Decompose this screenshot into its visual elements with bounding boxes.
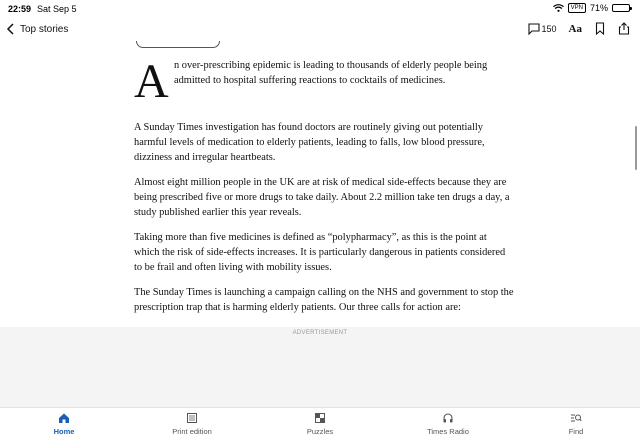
- newspaper-icon: [186, 412, 198, 424]
- tab-label: Times Radio: [427, 427, 469, 436]
- status-time: 22:59: [8, 4, 32, 14]
- wifi-icon: [553, 4, 564, 12]
- search-icon: [570, 412, 582, 424]
- chevron-left-icon: [6, 23, 16, 35]
- headphones-icon: [442, 412, 454, 424]
- battery-percent: 71%: [589, 3, 608, 13]
- back-label: Top stories: [20, 23, 69, 35]
- tab-label: Puzzles: [306, 427, 334, 436]
- tab-label: Print edition: [172, 427, 212, 436]
- embedded-media-bottom-edge: [136, 41, 220, 48]
- vpn-badge: VPN: [568, 3, 586, 13]
- article-paragraph: A Sunday Times investigation has found doctors are routinely giving out potentially harmful levels of medication to elderly patients, leading to falls, low blood pressure, dizziness and irregular heartbeats.: [134, 122, 485, 163]
- lead-text: n over-prescribing epidemic is leading to thousands of elderly people being admitted to hospital suffering reactions to cocktails of medicines.: [174, 60, 488, 86]
- bookmark-icon[interactable]: [594, 22, 606, 35]
- drop-cap: A: [134, 55, 169, 108]
- article-paragraph: Taking more than five medicines is defined as “polypharmacy”, as this is the point at which the risk of side-effects increases. It is particularly dangerous in patients considered to be frail and often living with mobility issues.: [134, 232, 506, 273]
- nav-bar: [0, 18, 640, 46]
- home-icon: [58, 412, 70, 424]
- article-paragraph: Almost eight million people in the UK are at risk of medical side-effects because they are being prescribed five or more drugs to take daily. About 2.2 million take ten drugs a day, a study published earlier this year reveals.: [134, 177, 510, 218]
- text-size-button[interactable]: Aa: [568, 22, 582, 35]
- status-date: Sat Sep 5: [37, 4, 77, 14]
- scrollbar[interactable]: [635, 126, 637, 170]
- tab-find[interactable]: [536, 412, 616, 436]
- status-bar: [0, 0, 640, 18]
- comment-icon: [528, 22, 540, 35]
- tab-print-edition[interactable]: [152, 412, 232, 436]
- share-icon[interactable]: [618, 22, 630, 35]
- tab-bar: [0, 407, 640, 445]
- nav-actions: [528, 22, 630, 35]
- back-button[interactable]: [6, 23, 68, 35]
- comment-count: 150: [541, 23, 557, 34]
- tab-home[interactable]: [24, 412, 104, 436]
- tab-times-radio[interactable]: [408, 412, 488, 436]
- tab-label: Find: [568, 427, 584, 436]
- lead-paragraph: [134, 55, 514, 110]
- tab-label: Home: [53, 427, 75, 436]
- article-paragraph: The Sunday Times is launching a campaign calling on the NHS and government to stop the prescription trap that is harming elderly patients. Our three calls for action are:: [134, 287, 514, 313]
- article-body: [134, 55, 514, 325]
- battery-icon: [612, 4, 630, 12]
- tab-puzzles[interactable]: [280, 412, 360, 436]
- advertisement-slot: [0, 327, 640, 407]
- comments-button[interactable]: [528, 22, 557, 35]
- advertisement-label: ADVERTISEMENT: [292, 330, 348, 336]
- puzzle-icon: [314, 412, 326, 424]
- status-indicators: [553, 3, 630, 13]
